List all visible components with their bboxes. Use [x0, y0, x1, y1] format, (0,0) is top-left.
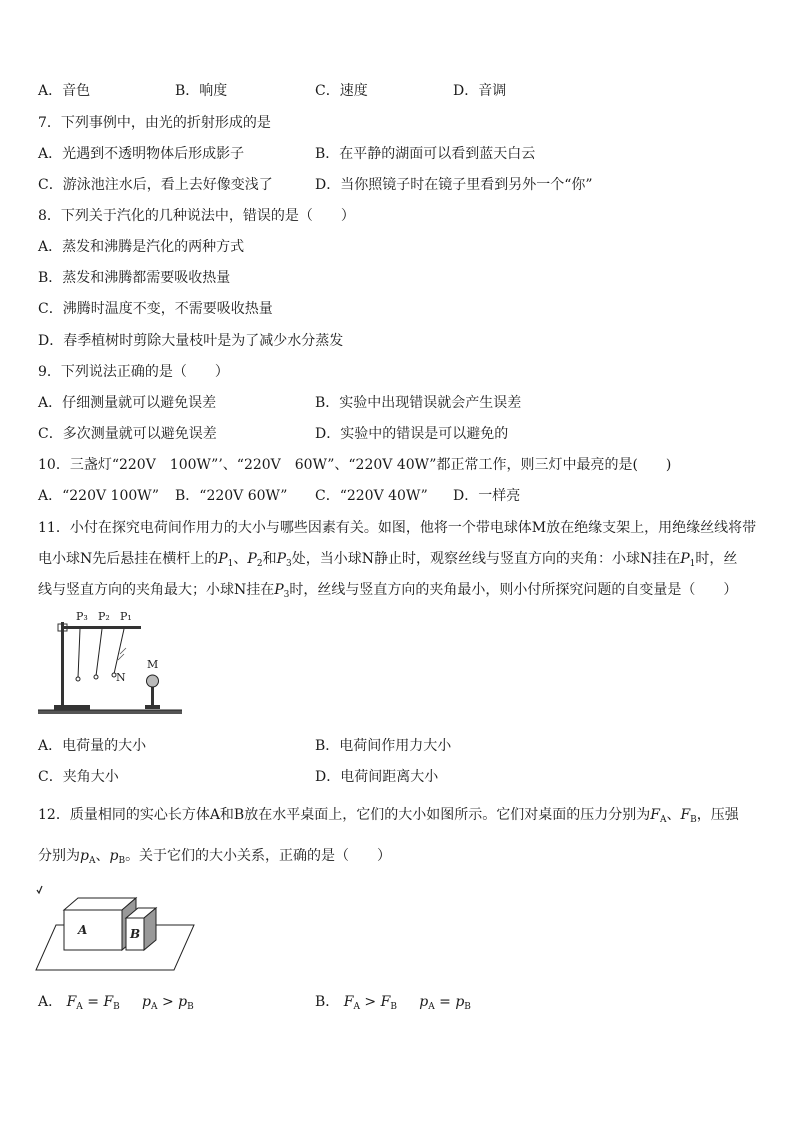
q7-option-d: D．当你照镜子时在镜子里看到另外一个“你”: [315, 177, 593, 193]
q8-option-d: D．春季植树时剪除大量枝叶是为了减少水分蒸发: [38, 333, 344, 349]
q10-option-d: D．一样亮: [453, 488, 521, 504]
q8-stem: 8．下列关于汽化的几种说法中，错误的是（ ）: [38, 208, 355, 224]
q8-option-b: B．蒸发和沸腾都需要吸收热量: [38, 270, 231, 286]
q9-option-d: D．实验中的错误是可以避免的: [315, 426, 509, 442]
fig-label-p3: P₃: [76, 610, 88, 623]
q11-option-a: A．电荷量的大小: [38, 738, 147, 754]
q6-option-c: C．速度: [315, 83, 368, 99]
fig-label-n: N: [116, 671, 126, 684]
fig-label-p1: P₁: [120, 610, 132, 623]
q8-option-a: A．蒸发和沸腾是汽化的两种方式: [38, 239, 245, 255]
fig-label-m: M: [147, 658, 159, 671]
q11-option-b: B．电荷间作用力大小: [315, 738, 452, 754]
fig-label-p2: P₂: [98, 610, 110, 623]
q11-figure-charge-apparatus: [36, 608, 186, 723]
q10-option-c: C．“220V 40W”: [315, 488, 428, 504]
q6-option-b: B．响度: [175, 83, 228, 99]
q9-option-b: B．实验中出现错误就会产生误差: [315, 395, 522, 411]
q7-stem: 7．下列事例中，由光的折射形成的是: [38, 115, 271, 131]
q10-stem: 10．三盏灯“220V 100W”’、“220V 60W”、“220V 40W”都正常工作，则三灯中最亮的是( ): [38, 457, 672, 473]
q9-option-c: C．多次测量就可以避免误差: [38, 426, 217, 442]
q12-stem-line2: 分别为$p_A$、$p_B$。关于它们的大小关系，正确的是（ ）: [38, 848, 392, 866]
q12-option-a: A． $F_A = F_B$ $p_A > p_B$: [38, 994, 194, 1012]
q10-option-b: B．“220V 60W”: [175, 488, 288, 504]
q8-option-c: C．沸腾时温度不变，不需要吸收热量: [38, 301, 273, 317]
q6-option-d: D．音调: [453, 83, 507, 99]
fig-label-a: A: [78, 923, 88, 937]
q9-stem: 9．下列说法正确的是（ ）: [38, 364, 229, 380]
q11-stem-line3: 线与竖直方向的夹角最大；小球N挂在$P_3$时，丝线与竖直方向的夹角最小，则小付所探究问题的自变量是（ ）: [38, 582, 738, 600]
q11-option-d: D．电荷间距离大小: [315, 769, 439, 785]
q12-figure-blocks: [34, 880, 204, 980]
q12-stem-line1: 12．质量相同的实心长方体A和B放在水平桌面上，它们的大小如图所示。它们对桌面的压力分别为$F_A$、$F_B$，压强: [38, 807, 739, 825]
q12-option-b: B． $F_A > F_B$ $p_A = p_B$: [315, 994, 471, 1012]
q10-option-a: A．“220V 100W”: [38, 488, 160, 504]
q7-option-c: C．游泳池注水后，看上去好像变浅了: [38, 177, 273, 193]
q7-option-b: B．在平静的湖面可以看到蓝天白云: [315, 146, 536, 162]
q11-stem-line1: 11．小付在探究电荷间作用力的大小与哪些因素有关。如图，他将一个带电球体M放在绝缘支架上，用绝缘丝线将带: [38, 520, 757, 536]
q6-option-a: A．音色: [38, 83, 91, 99]
q11-stem-line2: 电小球N先后悬挂在横杆上的$P_1$、$P_2$和$P_3$处，当小球N静止时，观察丝线与竖直方向的夹角：小球N挂在$P_1$时，丝: [38, 551, 738, 569]
q11-option-c: C．夹角大小: [38, 769, 119, 785]
fig-label-b: B: [130, 927, 141, 941]
q9-option-a: A．仔细测量就可以避免误差: [38, 395, 217, 411]
q7-option-a: A．光遇到不透明物体后形成影子: [38, 146, 245, 162]
